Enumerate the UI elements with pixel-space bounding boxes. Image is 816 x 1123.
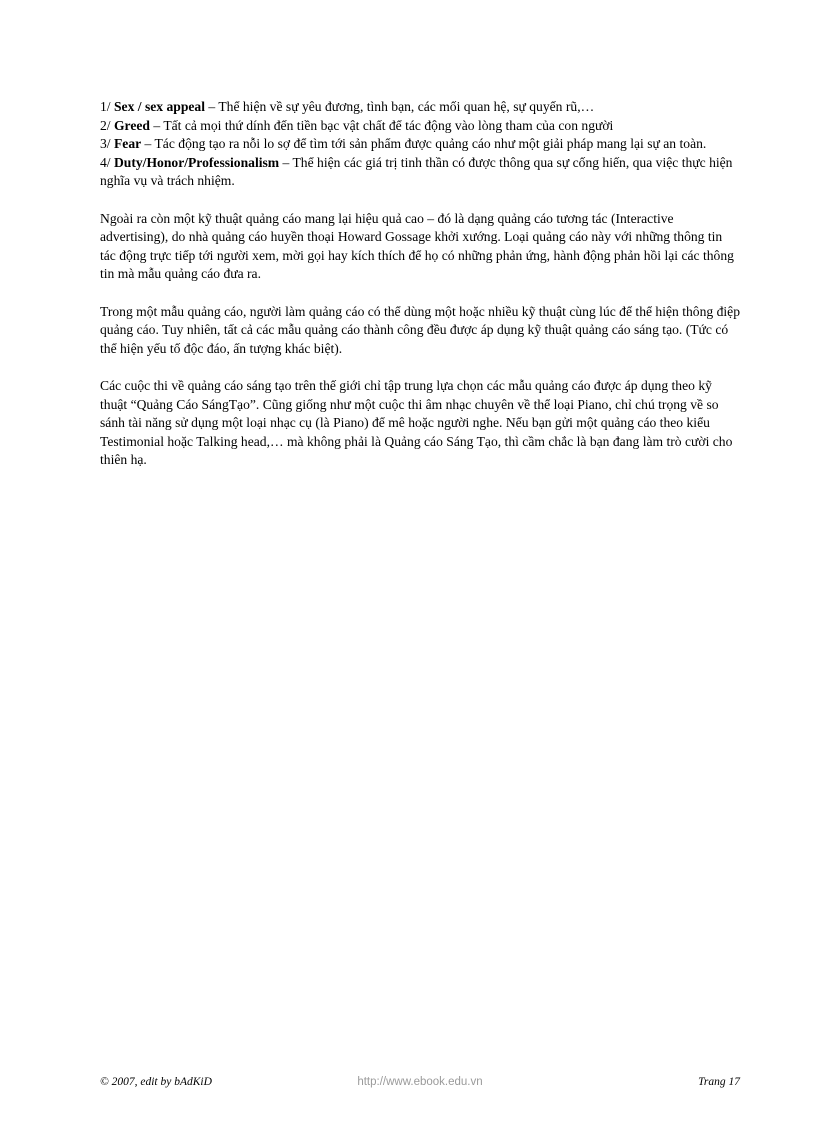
list-term: Greed bbox=[113, 117, 150, 133]
list-item: 4/ Duty/Honor/Professionalism – Thể hiện các giá trị tinh thần có được thông qua sự cống hiến, qua việc thực hiện nghĩa vụ và trách nhiệm. bbox=[100, 154, 733, 189]
document-body bbox=[100, 98, 740, 470]
list-term: Duty/Honor/Professionalism bbox=[113, 154, 280, 170]
list-item: 3/ Fear – Tác động tạo ra nỗi lo sợ để tìm tới sản phẩm được quảng cáo như một giải pháp mang lại sự an toàn. bbox=[100, 136, 707, 152]
list-item: 1/ Sex / sex appeal – Thể hiện về sự yêu đương, tình bạn, các mối quan hệ, sự quyến rũ,… bbox=[100, 99, 595, 114]
page-number: Trang 17 bbox=[698, 1076, 740, 1088]
footer-copyright: © 2007, edit by bAdKiD bbox=[100, 1076, 212, 1088]
technique-list bbox=[100, 98, 740, 191]
list-item: 2/ Greed – Tất cả mọi thứ dính đến tiền bạc vật chất để tác động vào lòng tham của con người bbox=[100, 117, 614, 133]
footer-url: http://www.ebook.edu.vn bbox=[357, 1076, 483, 1088]
paragraph-combination: Trong một mẫu quảng cáo, người làm quảng cáo có thể dùng một hoặc nhiều kỹ thuật cùng lúc để thể hiện thông điệp quảng cáo. Tuy nhiên, tất cả các mẫu quảng cáo thành công đều được áp dụng kỹ thuật quảng cáo sáng tạo. (Tức có thể hiện yếu tố độc đáo, ấn tượng khác biệt). bbox=[100, 303, 740, 356]
paragraph-interactive: Ngoài ra còn một kỹ thuật quảng cáo mang lại hiệu quả cao – đó là dạng quảng cáo tương tác (Interactive advertising), do nhà quảng cáo huyền thoại Howard Gossage khởi xướng. Loại quảng cáo này với những thông tin tác động trực tiếp tới người xem, mời gọi hay kích thích để họ có những phản ứng, hành động phản hồi lại các thông tin mà mẫu quảng cáo đưa ra. bbox=[100, 210, 734, 282]
page-footer bbox=[100, 1076, 740, 1092]
paragraph-competitions: Các cuộc thi về quảng cáo sáng tạo trên thế giới chỉ tập trung lựa chọn các mẫu quảng cáo được áp dụng theo kỹ thuật “Quảng Cáo SángTạo”. Cũng giống như một cuộc thi âm nhạc chuyên về thể loại Piano, chỉ chú trọng về so sánh tài năng sử dụng một loại nhạc cụ (là Piano) để mê hoặc người nghe. Nếu bạn gửi một quảng cáo theo kiểu Testimonial hoặc Talking head,… mà không phải là Quảng cáo Sáng Tạo, thì cầm chắc là bạn đang làm trò cười cho thiên hạ. bbox=[100, 377, 733, 468]
list-term: Fear bbox=[113, 136, 142, 152]
list-term: Sex / sex appeal bbox=[113, 99, 205, 114]
